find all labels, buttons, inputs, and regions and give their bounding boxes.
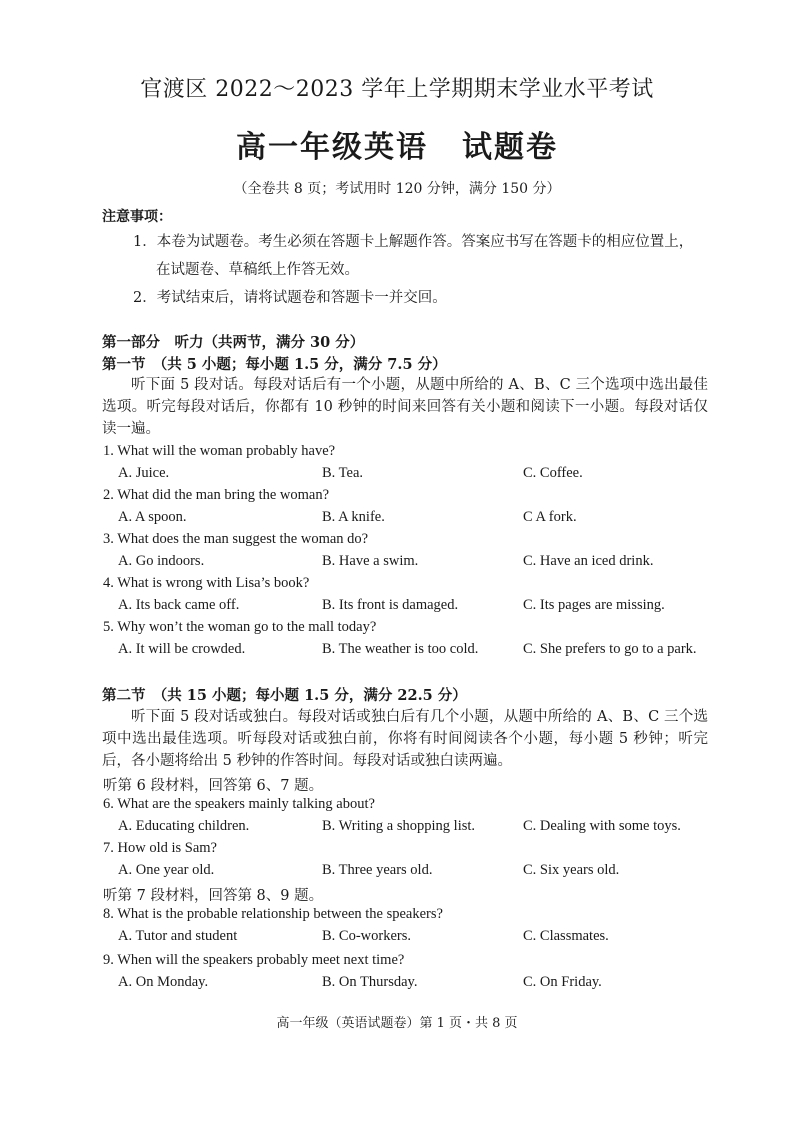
exam-subtitle: （全卷共 8 页；考试用时 120 分钟，满分 150 分） bbox=[233, 181, 561, 197]
option-9a: A. On Monday. bbox=[118, 974, 209, 990]
option-7a: A. One year old. bbox=[118, 862, 215, 878]
option-4c: C. Its pages are missing. bbox=[523, 597, 665, 613]
question-5: 5. Why won’t the woman go to the mall today? bbox=[103, 619, 377, 635]
question-3: 3. What does the man suggest the woman do? bbox=[103, 531, 369, 547]
section1-heading: 第一节 （共 5 小题；每小题 1.5 分，满分 7.5 分） bbox=[102, 356, 447, 373]
notice-item-2: 2．考试结束后，请将试题卷和答题卡一并交回。 bbox=[133, 290, 447, 306]
option-7b: B. Three years old. bbox=[322, 862, 433, 878]
section2-instructions-text: 听下面 5 段对话或独白。每段对话或独白后有几个小题，从题中所给的 A、B、C 三个选项中选出最佳选项。听每段对话或独白前，你将有时间阅读各个小题，每小题 5 秒钟；听完后，各小题将给出 5 秒钟的作答时间。每段对话或独白读两遍。 bbox=[102, 709, 708, 769]
option-2b: B. A knife. bbox=[322, 509, 385, 525]
option-7c: C. Six years old. bbox=[523, 862, 620, 878]
option-1c: C. Coffee. bbox=[523, 465, 583, 481]
part1-heading: 第一部分 听力（共两节，满分 30 分） bbox=[102, 334, 365, 351]
option-6c: C. Dealing with some toys. bbox=[523, 818, 681, 834]
section2-instructions bbox=[102, 706, 708, 772]
option-6b: B. Writing a shopping list. bbox=[322, 818, 476, 834]
section1-instructions-text: 听下面 5 段对话。每段对话后有一个小题，从题中所给的 A、B、C 三个选项中选出最佳选项。听完每段对话后，你都有 10 秒钟的时间来回答有关小题和阅读下一小题。每段对话仅读一遍。 bbox=[102, 377, 708, 437]
question-8: 8. What is the probable relationship between the speakers? bbox=[103, 906, 443, 922]
question-6: 6. What are the speakers mainly talking about? bbox=[103, 796, 375, 812]
question-9: 9. When will the speakers probably meet next time? bbox=[103, 952, 405, 968]
section2-heading: 第二节 （共 15 小题；每小题 1.5 分，满分 22.5 分） bbox=[102, 687, 467, 704]
notice-heading: 注意事项： bbox=[102, 209, 172, 225]
notice-item-1: 1．本卷为试题卷。考生必须在答题卡上解题作答。答案应书写在答题卡的相应位置上， bbox=[133, 234, 694, 250]
option-3b: B. Have a swim. bbox=[322, 553, 419, 569]
option-8b: B. Co-workers. bbox=[322, 928, 412, 944]
question-1: 1. What will the woman probably have? bbox=[103, 443, 336, 459]
option-2c: C A fork. bbox=[523, 509, 577, 525]
notice-item-1-cont: 在试题卷、草稿纸上作答无效。 bbox=[156, 262, 359, 278]
option-4b: B. Its front is damaged. bbox=[322, 597, 459, 613]
option-4a: A. Its back came off. bbox=[118, 597, 240, 613]
exam-title-line: 官渡区 2022～2023 学年上学期期末学业水平考试 bbox=[140, 77, 654, 102]
main-title-part2: 试题卷 bbox=[462, 130, 558, 165]
question-4: 4. What is wrong with Lisa’s book? bbox=[103, 575, 310, 591]
main-title-part1: 高一年级英语 bbox=[236, 130, 428, 165]
option-5c: C. She prefers to go to a park. bbox=[523, 641, 697, 657]
option-3c: C. Have an iced drink. bbox=[523, 553, 654, 569]
option-3a: A. Go indoors. bbox=[118, 553, 205, 569]
exam-main-title bbox=[0, 122, 794, 166]
question-2: 2. What did the man bring the woman? bbox=[103, 487, 330, 503]
material-6-note: 听第 6 段材料，回答第 6、7 题。 bbox=[103, 778, 324, 794]
option-9b: B. On Thursday. bbox=[322, 974, 418, 990]
option-6a: A. Educating children. bbox=[118, 818, 250, 834]
material-7-note: 听第 7 段材料，回答第 8、9 题。 bbox=[103, 888, 324, 904]
option-8c: C. Classmates. bbox=[523, 928, 609, 944]
option-8a: A. Tutor and student bbox=[118, 928, 238, 944]
page-footer: 高一年级（英语试题卷）第 1 页・共 8 页 bbox=[276, 1016, 518, 1031]
option-9c: C. On Friday. bbox=[523, 974, 602, 990]
option-5a: A. It will be crowded. bbox=[118, 641, 246, 657]
option-1b: B. Tea. bbox=[322, 465, 364, 481]
option-5b: B. The weather is too cold. bbox=[322, 641, 479, 657]
question-7: 7. How old is Sam? bbox=[103, 840, 217, 856]
option-2a: A. A spoon. bbox=[118, 509, 187, 525]
option-1a: A. Juice. bbox=[118, 465, 170, 481]
section1-instructions bbox=[102, 374, 708, 440]
